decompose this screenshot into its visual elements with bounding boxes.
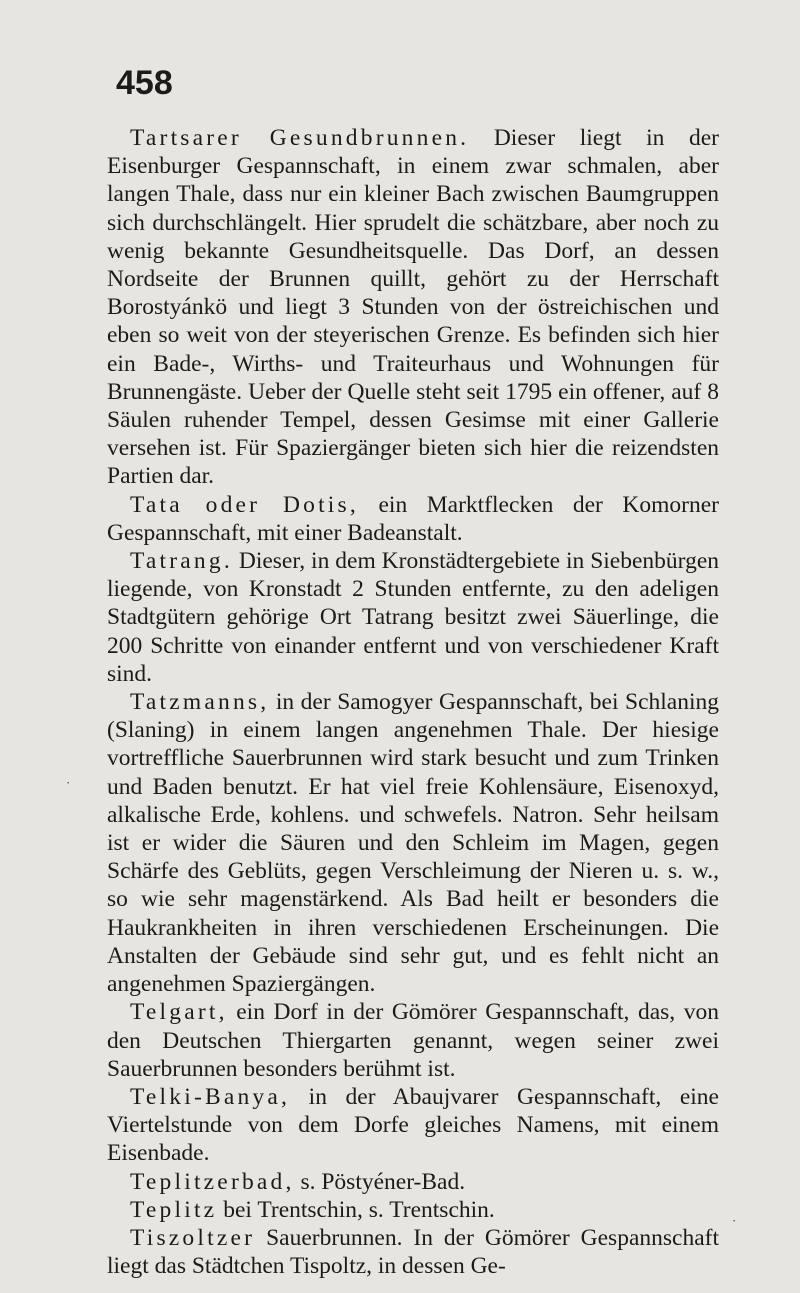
entry-teplitz <box>107 1196 719 1224</box>
entry-text: s. Pöstyéner-Bad. <box>294 1168 466 1195</box>
entry-headword: Tatzmanns, <box>130 689 270 716</box>
entry-text: ein Dorf in der Gömörer Gespannschaft, das, von den Deutschen Thiergarten genannt, wegen seiner zwei Sauerbrunnen besonders berühmt ist. <box>107 999 719 1082</box>
margin-mark: · <box>732 1213 737 1228</box>
entry-tartsar <box>107 124 719 491</box>
entry-tata <box>107 491 719 547</box>
entry-teplitzerbad <box>107 1168 719 1196</box>
entry-headword: Tatrang. <box>130 548 233 575</box>
entry-headword: Tiszoltzer <box>130 1224 256 1251</box>
entry-headword: Telki-Banya, <box>130 1083 291 1110</box>
page-body <box>107 124 719 1280</box>
entry-text: bei Trentschin, s. Trentschin. <box>217 1196 495 1223</box>
entry-text: ein Marktflecken der Komorner Gespannschaft, mit einer Badeanstalt. <box>107 491 720 546</box>
entry-text: Dieser liegt in der Eisenburger Gespannschaft, in einem zwar schmalen, aber langen Thale, dass nur ein kleiner Bach zwischen Baumgruppen sich durchschlängelt. Hier sprudelt die schätzbare, aber noch zu wenig bekannte Gesundheitsquelle. Das Dorf, an dessen Nordseite der Brunnen quillt, gehört zu der Herrschaft Borostyánkö und liegt 3 Stunden von der östreichischen und eben so weit von der steyerischen Grenze. Es befinden sich hier ein Bade-, Wirths- und Traiteurhaus und Wohnungen für Brunnengäste. Ueber der Quelle steht seit 1795 ein offener, auf 8 Säulen ruhender Tempel, dessen Gesimse mit einer Gallerie versehen ist. Für Spaziergänger bieten sich hier die reizendsten Partien dar. <box>107 125 719 490</box>
entry-text: in der Abaujvarer Gespannschaft, eine Viertelstunde von dem Dorfe gleiches Namens, mit einem Eisenbade. <box>107 1083 719 1167</box>
page-number: 458 <box>116 64 173 102</box>
entry-text: Dieser, in dem Kronstädtergebiete in Siebenbürgen liegende, von Kronstadt 2 Stunden entfernte, zu den adeligen Stadtgütern gehörige Ort Tatrang besitzt zwei Säuerlinge, die 200 Schritte von einander entfernt und von verschiedener Kraft sind. <box>107 548 719 687</box>
entry-headword: Teplitz <box>130 1196 218 1223</box>
margin-mark: · <box>66 775 71 790</box>
entry-telgart <box>107 998 719 1083</box>
entry-tiszoltzer <box>107 1224 719 1280</box>
entry-headword: Tata oder Dotis, <box>130 491 359 518</box>
entry-telki-banya <box>107 1083 719 1168</box>
entry-tatzmanns <box>107 688 719 998</box>
entry-headword: Tartsarer Gesundbrunnen. <box>130 125 470 151</box>
entry-headword: Teplitzerbad, <box>130 1168 295 1195</box>
entry-headword: Telgart, <box>130 999 228 1026</box>
entry-tatrang <box>107 547 719 688</box>
entry-text: Sauerbrunnen. In der Gömörer Gespannschaft liegt das Städtchen Tispoltz, in dessen Ge- <box>107 1224 719 1280</box>
entry-text: in der Samogyer Gespannschaft, bei Schlaning (Slaning) in einem langen angenehmen Thale. Der hiesige vortreffliche Sauerbrunnen wird stark besucht und zum Trinken und Baden benutzt. Er hat viel freie Kohlensäure, Eisenoxyd, alkalische Erde, kohlens. und schwefels. Natron. Sehr heilsam ist er wider die Säuren und den Schleim im Magen, gegen Schärfe des Geblüts, gegen Verschleimung der Nieren u. s. w., so wie sehr magenstärkend. Als Bad heilt er besonders die Haukrankheiten in ihren verschiedenen Erscheinungen. Die Anstalten der Gebäude sind sehr gut, und es fehlt nicht an angenehmen Spaziergängen. <box>107 689 719 998</box>
